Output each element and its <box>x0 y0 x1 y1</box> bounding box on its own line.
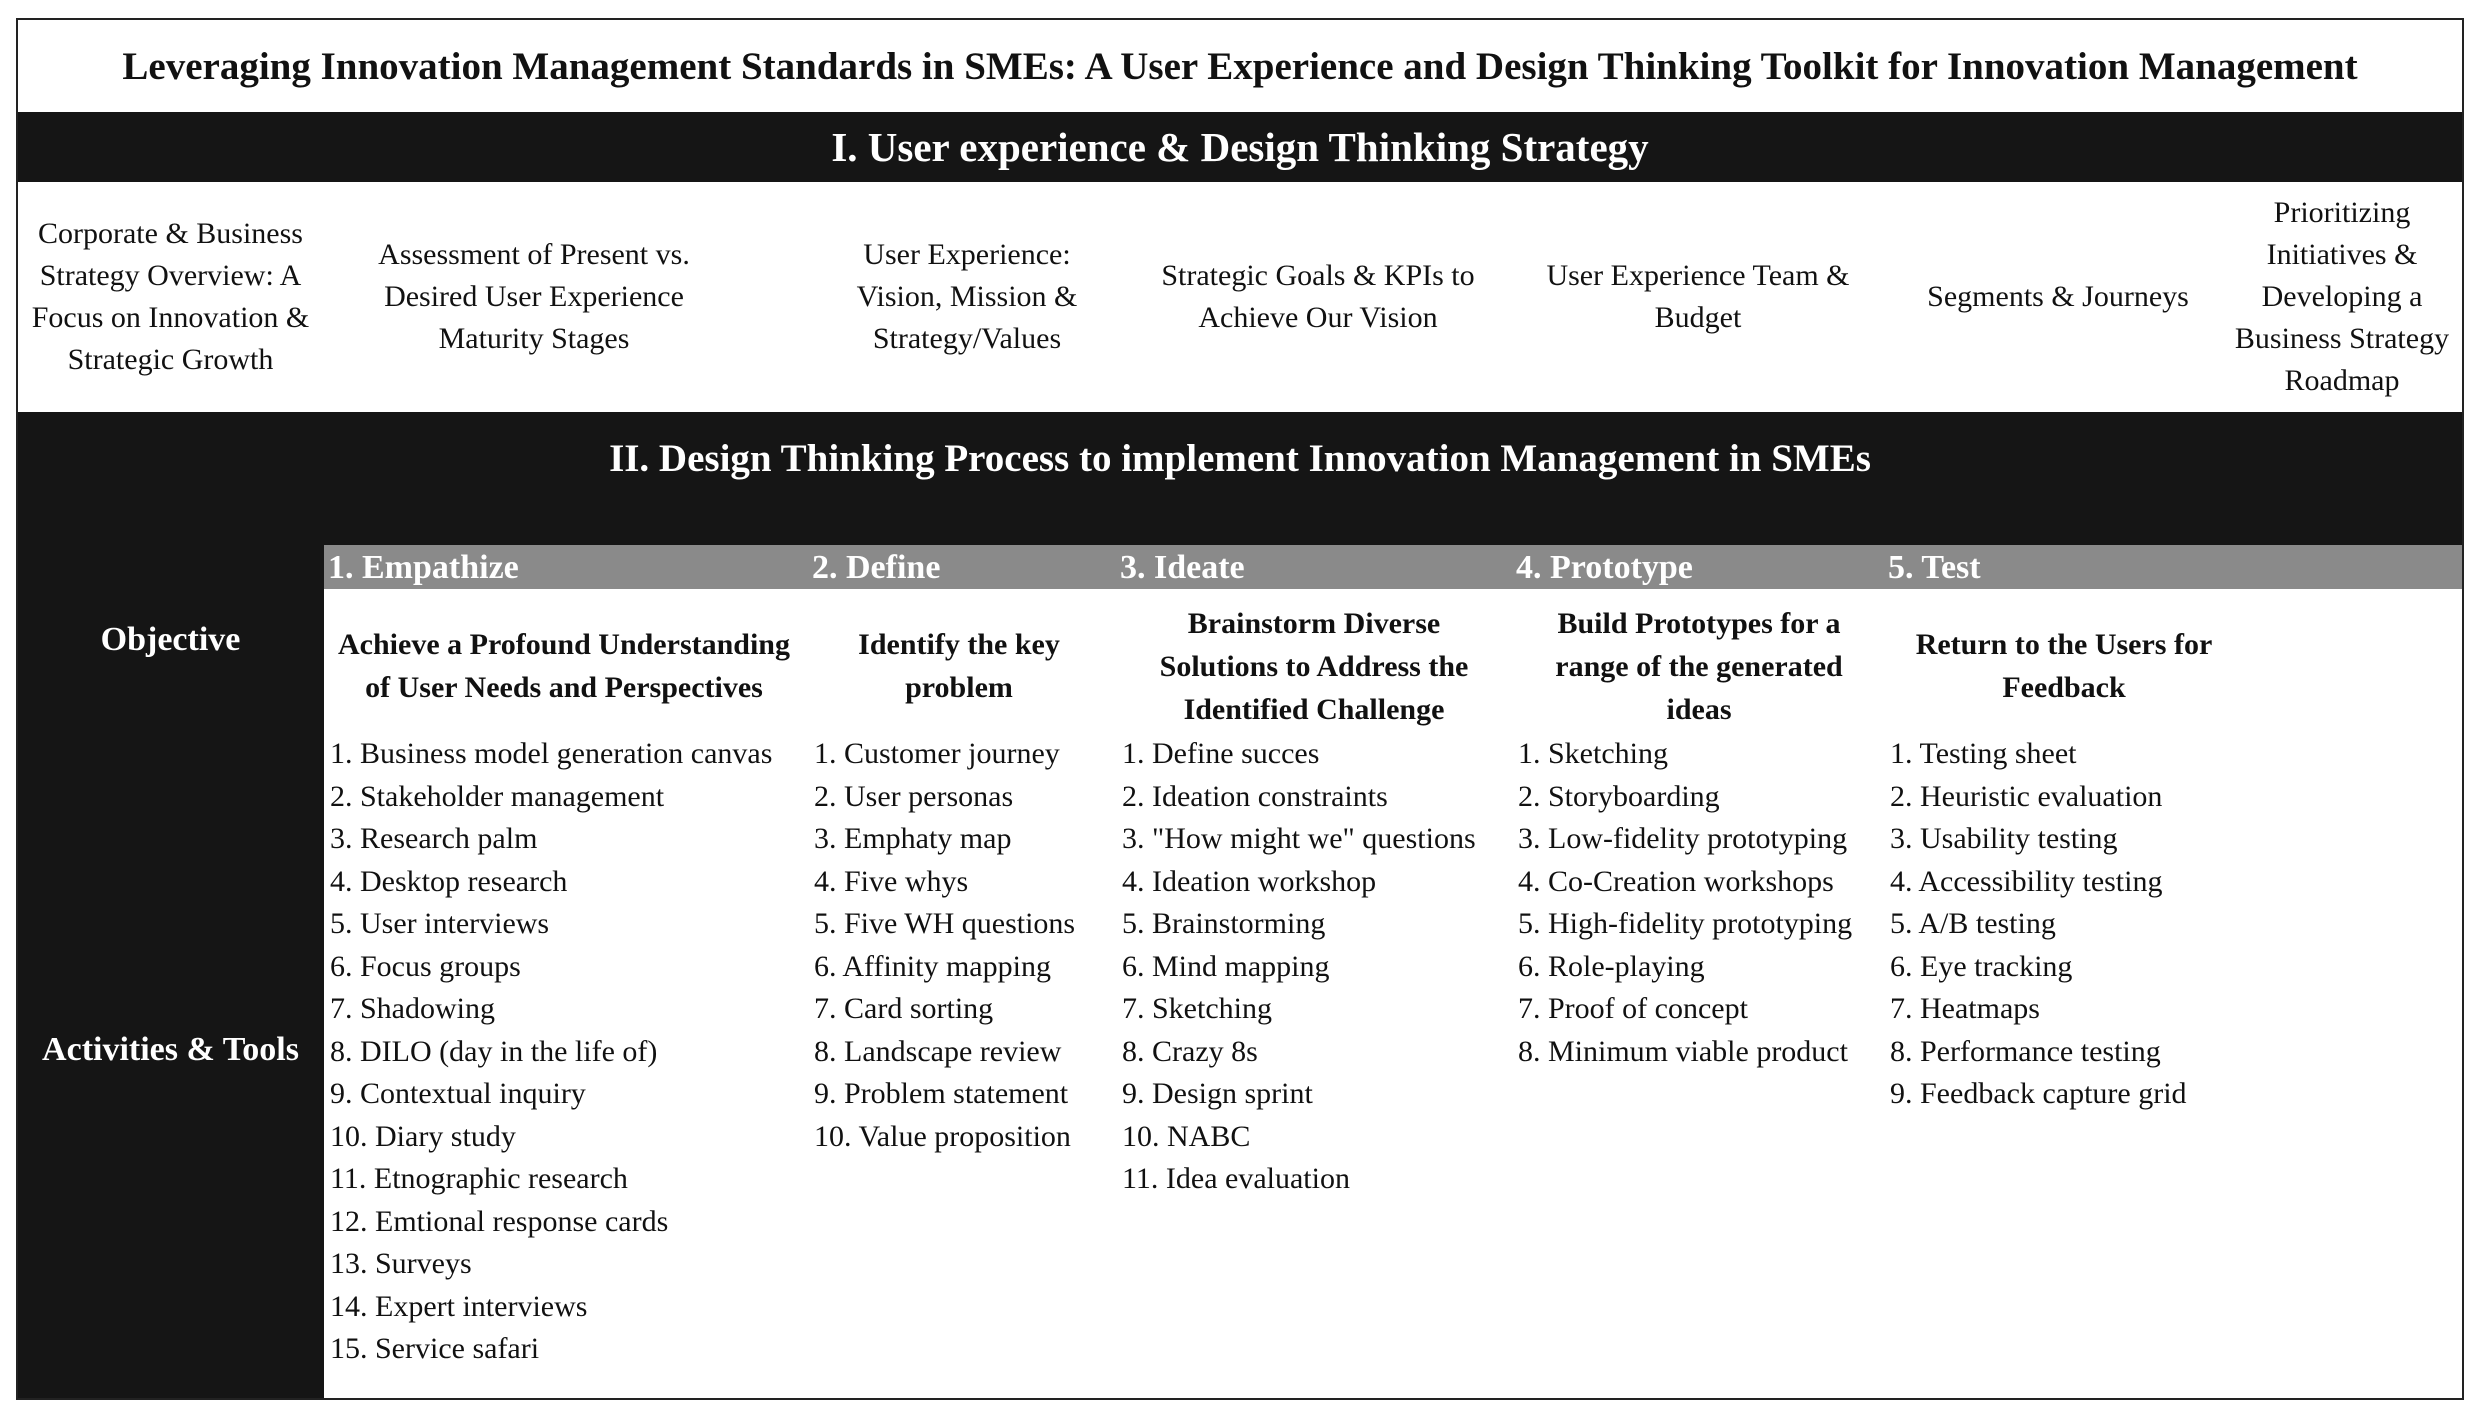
tools-list-ideate <box>1122 733 1476 1201</box>
stage-label-ideate: 3. Ideate <box>1120 549 1245 586</box>
tool-item: 3. "How might we" questions <box>1122 822 1476 855</box>
tool-item: 13. Surveys <box>330 1247 472 1280</box>
tool-item: 1. Sketching <box>1518 737 1668 770</box>
tool-item: 3. Usability testing <box>1890 822 2118 855</box>
tool-item: 2. Stakeholder management <box>330 779 665 813</box>
tool-item: 5. User interviews <box>330 907 550 940</box>
tool-item: 1. Customer journey <box>814 737 1060 770</box>
strategy-row <box>18 182 2462 412</box>
tool-item: 11. Idea evaluation <box>1122 1162 1350 1195</box>
section-1-heading: I. User experience & Design Thinking Strategy <box>18 112 2462 182</box>
tools-list-test <box>1890 733 2187 1116</box>
tool-item: 6. Affinity mapping <box>814 949 1051 983</box>
strategy-item-segments-journeys: Segments & Journeys <box>1927 280 2189 313</box>
objective-prototype: Build Prototypes for a range of the generated ideas <box>1555 606 1843 726</box>
strategy-item-business-strategy: Corporate & Business Strategy Overview: A Focus on Innovation & Strategic Growth <box>31 217 310 376</box>
strategy-item-vision-mission: User Experience: Vision, Mission & Strategy/Values <box>856 238 1078 355</box>
tool-item: 9. Contextual inquiry <box>330 1077 586 1110</box>
tool-item: 2. Storyboarding <box>1518 779 1720 813</box>
tool-item: 3. Emphaty map <box>814 822 1012 855</box>
objective-ideate: Brainstorm Diverse Solutions to Address the Identified Challenge <box>1159 606 1469 726</box>
tool-item: 12. Emtional response cards <box>330 1204 669 1238</box>
tool-item: 3. Low-fidelity prototyping <box>1518 822 1848 855</box>
tool-item: 5. Five WH questions <box>814 907 1076 940</box>
tool-item: 6. Role-playing <box>1518 949 1705 983</box>
design-thinking-section <box>18 412 2462 1400</box>
tool-item: 5. High-fidelity prototyping <box>1518 907 1853 940</box>
tool-item: 9. Feedback capture grid <box>1890 1077 2187 1110</box>
tool-item: 7. Shadowing <box>330 992 495 1025</box>
tool-item: 2. User personas <box>814 779 1014 813</box>
tool-item: 6. Focus groups <box>330 949 521 983</box>
tool-item: 8. Minimum viable product <box>1518 1034 1848 1068</box>
objective-define: Identify the key problem <box>858 628 1060 704</box>
tool-item: 3. Research palm <box>330 822 538 855</box>
objective-empathize: Achieve a Profound Understanding of User Needs and Perspectives <box>338 628 790 704</box>
stages-grid <box>324 545 2464 1400</box>
tool-item: 10. Value proposition <box>814 1119 1071 1153</box>
tool-item: 6. Eye tracking <box>1890 949 2073 983</box>
tools-list-empathize <box>330 733 772 1371</box>
page-title: Leveraging Innovation Management Standards in SMEs: A User Experience and Design Thinking Toolkit for Innovation Management <box>122 44 2358 88</box>
tool-item: 2. Ideation constraints <box>1122 779 1388 813</box>
activities-row-label: Activities & Tools <box>42 1031 299 1068</box>
tool-item: 8. Crazy 8s <box>1122 1034 1258 1068</box>
strategy-item-maturity-assessment: Assessment of Present vs. Desired User Experience Maturity Stages <box>378 238 690 355</box>
tool-item: 11. Etnographic research <box>330 1162 628 1195</box>
tool-item: 10. NABC <box>1122 1119 1251 1153</box>
objective-row-label: Objective <box>100 621 241 658</box>
stage-label-empathize: 1. Empathize <box>328 549 519 586</box>
tool-item: 14. Expert interviews <box>330 1289 588 1323</box>
strategy-item-team-budget: User Experience Team & Budget <box>1546 259 1850 334</box>
tool-item: 4. Accessibility testing <box>1890 864 2163 898</box>
strategy-item-goals-kpis: Strategic Goals & KPIs to Achieve Our Vision <box>1161 259 1475 334</box>
tool-item: 4. Co-Creation workshops <box>1518 864 1834 898</box>
stage-label-test: 5. Test <box>1888 549 1981 586</box>
stage-label-prototype: 4. Prototype <box>1516 549 1693 586</box>
tools-list-define <box>814 733 1075 1158</box>
tool-item: 9. Design sprint <box>1122 1077 1313 1110</box>
tool-item: 5. A/B testing <box>1890 907 2056 940</box>
tool-item: 4. Ideation workshop <box>1122 864 1377 898</box>
tool-item: 1. Business model generation canvas <box>330 737 773 770</box>
tool-item: 8. Performance testing <box>1890 1034 2161 1068</box>
stage-label-define: 2. Define <box>812 549 941 586</box>
tool-item: 9. Problem statement <box>814 1077 1069 1110</box>
strategy-item-roadmap: Prioritizing Initiatives & Developing a Business Strategy Roadmap <box>2234 196 2450 397</box>
tool-item: 4. Desktop research <box>330 864 568 898</box>
tool-item: 8. Landscape review <box>814 1034 1062 1068</box>
tool-item: 7. Heatmaps <box>1890 992 2040 1025</box>
stage-header-bar <box>324 545 2464 589</box>
toolkit-table <box>16 18 2464 1400</box>
tool-item: 2. Heuristic evaluation <box>1890 779 2163 813</box>
tool-item: 1. Define succes <box>1122 737 1320 770</box>
tool-item: 10. Diary study <box>330 1119 516 1153</box>
tool-item: 4. Five whys <box>814 864 969 898</box>
section-2-heading: II. Design Thinking Process to implement Innovation Management in SMEs <box>609 436 1871 480</box>
objective-test: Return to the Users for Feedback <box>1915 628 2213 704</box>
tool-item: 7. Sketching <box>1122 992 1272 1025</box>
tools-list-prototype <box>1518 733 1852 1073</box>
tool-item: 6. Mind mapping <box>1122 949 1330 983</box>
tool-item: 5. Brainstorming <box>1122 907 1326 940</box>
tool-item: 15. Service safari <box>330 1332 540 1365</box>
tool-item: 7. Proof of concept <box>1518 992 1748 1025</box>
tool-item: 8. DILO (day in the life of) <box>330 1034 658 1068</box>
tool-item: 7. Card sorting <box>814 992 994 1025</box>
tool-item: 1. Testing sheet <box>1890 737 2077 770</box>
